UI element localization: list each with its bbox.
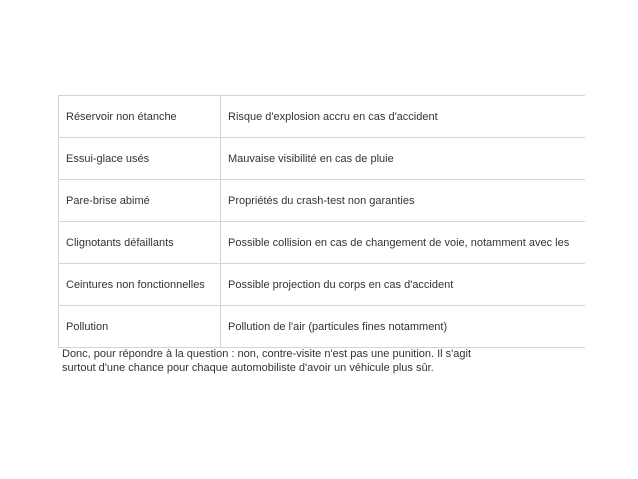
table-row [59, 222, 586, 264]
conclusion-line-2: surtout d'une chance pour chaque automobiliste d'avoir un véhicule plus sûr. [62, 362, 434, 374]
defect-cell: Clignotants défaillants [59, 222, 221, 264]
table-row [59, 180, 586, 222]
defect-cell: Réservoir non étanche [59, 96, 221, 138]
defect-cell: Pare-brise abimé [59, 180, 221, 222]
defect-cell: Ceintures non fonctionnelles [59, 264, 221, 306]
table-row [59, 306, 586, 348]
consequence-cell: Propriétés du crash-test non garanties [221, 180, 586, 222]
defect-cell: Essui-glace usés [59, 138, 221, 180]
table-row [59, 138, 586, 180]
consequence-cell: Possible projection du corps en cas d'accident [221, 264, 586, 306]
table-row [59, 264, 586, 306]
consequence-cell: Mauvaise visibilité en cas de pluie [221, 138, 586, 180]
consequence-cell: Pollution de l'air (particules fines notamment) [221, 306, 586, 348]
consequence-cell: Possible collision en cas de changement de voie, notamment avec les [221, 222, 586, 264]
conclusion-line-1: Donc, pour répondre à la question : non, contre-visite n'est pas une punition. Il s'agit [62, 348, 472, 360]
defect-cell: Pollution [59, 306, 221, 348]
consequence-cell: Risque d'explosion accru en cas d'accident [221, 96, 586, 138]
defects-table [58, 95, 585, 348]
table-row [59, 96, 586, 138]
conclusion-paragraph [62, 347, 532, 375]
